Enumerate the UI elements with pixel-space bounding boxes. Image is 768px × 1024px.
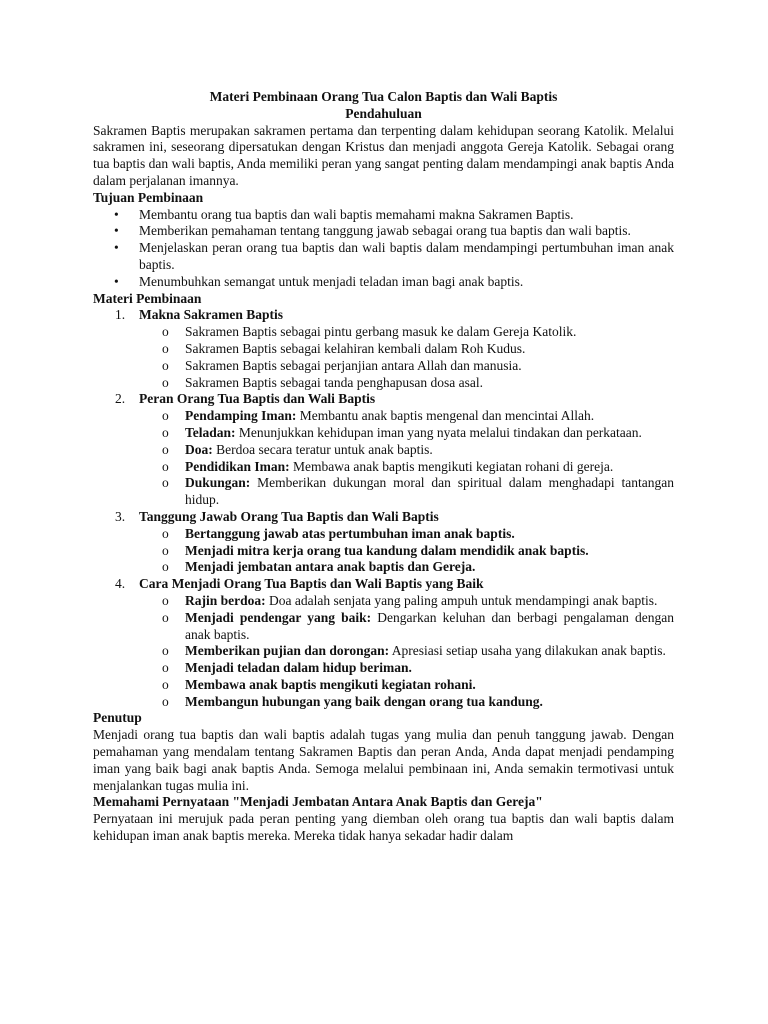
list-item — [93, 341, 674, 358]
section-title — [93, 307, 674, 324]
list-item — [93, 425, 674, 442]
intro-paragraph: Sakramen Baptis merupakan sakramen pertama dan terpenting dalam kehidupan seorang Katolik. Melalui sakramen ini, seseorang dipersatukan dengan Kristus dan menjadi anggota Gereja Katolik. Sebagai orang tua baptis dan wali baptis, Anda memiliki peran yang sangat penting dalam mendampingi anak baptis Anda dalam perjalanan imannya. — [93, 122, 674, 188]
list-item — [93, 543, 674, 560]
list-item — [93, 324, 674, 341]
item-text: Membawa anak baptis mengikuti kegiatan rohani di gereja. — [289, 458, 614, 474]
list-item — [93, 660, 674, 677]
goal-item: • Menumbuhkan semangat untuk menjadi teladan iman bagi anak baptis. — [93, 274, 674, 291]
circle-bullet-icon: o — [162, 660, 169, 676]
item-text: Sakramen Baptis sebagai pintu gerbang masuk ke dalam Gereja Katolik. — [185, 324, 577, 340]
section-number: 1. — [115, 307, 126, 323]
circle-bullet-icon: o — [162, 525, 169, 541]
section-number: 3. — [115, 508, 126, 524]
circle-bullet-icon: o — [162, 374, 169, 390]
section-number: 4. — [115, 576, 126, 592]
item-label: Menjadi teladan dalam hidup beriman. — [185, 660, 412, 676]
goals-heading: Tujuan Pembinaan — [93, 189, 204, 205]
circle-bullet-icon: o — [162, 542, 169, 558]
list-item — [93, 677, 674, 694]
item-label: Pendidikan Iman: — [185, 458, 290, 474]
goal-item: • Memberikan pemahaman tentang tanggung jawab sebagai orang tua baptis dan wali baptis. — [93, 223, 674, 240]
list-item — [93, 442, 674, 459]
circle-bullet-icon: o — [162, 592, 169, 608]
section-title-text: Tanggung Jawab Orang Tua Baptis dan Wali Baptis — [139, 508, 439, 524]
item-text: Memberikan dukungan moral dan spiritual dalam menghadapi tantangan hidup. — [185, 475, 674, 508]
section-items — [93, 593, 674, 711]
circle-bullet-icon: o — [162, 475, 169, 491]
bridge-paragraph: Pernyataan ini merujuk pada peran penting yang diemban oleh orang tua baptis dan wali baptis dalam kehidupan iman anak baptis mereka. Mereka tidak hanya sekadar hadir dalam — [93, 811, 674, 844]
closing-paragraph: Menjadi orang tua baptis dan wali baptis adalah tugas yang mulia dan penuh tanggung jawab. Dengan pemahaman yang mendalam tentang Sakramen Baptis dan peran Anda, Anda dapat menjadi pendamping iman yang baik bagi anak baptis Anda. Semoga melalui pembinaan ini, Anda semakin termotivasi untuk menjalankan tugas mulia ini. — [93, 727, 674, 793]
section-title — [93, 391, 674, 408]
circle-bullet-icon: o — [162, 424, 169, 440]
item-text: Apresiasi setiap usaha yang dilakukan anak baptis. — [389, 643, 666, 659]
list-item — [93, 526, 674, 543]
circle-bullet-icon: o — [162, 408, 169, 424]
item-label: Doa: — [185, 441, 213, 457]
item-text: Sakramen Baptis sebagai perjanjian antara Allah dan manusia. — [185, 357, 522, 373]
circle-bullet-icon: o — [162, 324, 169, 340]
item-text: Sakramen Baptis sebagai tanda penghapusan dosa asal. — [185, 374, 484, 390]
item-label: Menjadi pendengar yang baik: — [185, 609, 372, 625]
section-number: 2. — [115, 391, 126, 407]
section-title — [93, 576, 674, 593]
closing-heading: Penutup — [93, 710, 142, 726]
item-label: Rajin berdoa: — [185, 592, 266, 608]
list-item — [93, 593, 674, 610]
item-label: Dukungan: — [185, 475, 251, 491]
document-title: Materi Pembinaan Orang Tua Calon Baptis dan Wali Baptis — [209, 89, 558, 104]
item-label: Membawa anak baptis mengikuti kegiatan rohani. — [185, 676, 476, 692]
circle-bullet-icon: o — [162, 458, 169, 474]
section-items — [93, 324, 674, 391]
item-text: Menunjukkan kehidupan iman yang nyata melalui tindakan dan perkataan. — [235, 424, 642, 440]
item-text: Doa adalah senjata yang paling ampuh untuk mendampingi anak baptis. — [265, 592, 658, 608]
list-item — [93, 610, 674, 644]
circle-bullet-icon: o — [162, 676, 169, 692]
item-text: Berdoa secara teratur untuk anak baptis. — [212, 441, 433, 457]
list-item — [93, 559, 674, 576]
item-label: Bertanggung jawab atas pertumbuhan iman anak baptis. — [185, 525, 515, 541]
goal-item: • Menjelaskan peran orang tua baptis dan wali baptis dalam mendampingi pertumbuhan iman anak baptis. — [93, 240, 674, 274]
item-text: Sakramen Baptis sebagai kelahiran kembali dalam Roh Kudus. — [185, 340, 526, 356]
section-items — [93, 526, 674, 576]
circle-bullet-icon: o — [162, 340, 169, 356]
item-text: Membantu anak baptis mengenal dan mencintai Allah. — [296, 408, 595, 424]
list-item — [93, 408, 674, 425]
list-item — [93, 358, 674, 375]
goals-list — [93, 207, 674, 291]
circle-bullet-icon: o — [162, 559, 169, 575]
item-label: Teladan: — [185, 424, 236, 440]
list-item — [93, 694, 674, 711]
item-label: Menjadi jembatan antara anak baptis dan Gereja. — [185, 559, 476, 575]
section-title-text: Cara Menjadi Orang Tua Baptis dan Wali Baptis yang Baik — [139, 576, 484, 592]
section-title — [93, 509, 674, 526]
item-label: Membangun hubungan yang baik dengan orang tua kandung. — [185, 693, 543, 709]
circle-bullet-icon: o — [162, 643, 169, 659]
circle-bullet-icon: o — [162, 693, 169, 709]
materi-sections — [93, 307, 674, 710]
section-items — [93, 408, 674, 509]
section-title-text: Makna Sakramen Baptis — [139, 307, 284, 323]
item-label: Pendamping Iman: — [185, 408, 297, 424]
circle-bullet-icon: o — [162, 441, 169, 457]
list-item — [93, 459, 674, 476]
item-text: Dengarkan keluhan dan berbagi pengalaman dengan anak baptis. — [185, 609, 674, 642]
list-item — [93, 375, 674, 392]
circle-bullet-icon: o — [162, 609, 169, 625]
list-item — [93, 475, 674, 509]
intro-heading: Pendahuluan — [345, 105, 422, 121]
item-label: Menjadi mitra kerja orang tua kandung dalam mendidik anak baptis. — [185, 542, 589, 558]
goal-item: • Membantu orang tua baptis dan wali baptis memahami makna Sakramen Baptis. — [93, 207, 674, 224]
item-label: Memberikan pujian dan dorongan: — [185, 643, 390, 659]
circle-bullet-icon: o — [162, 357, 169, 373]
list-item — [93, 643, 674, 660]
bridge-heading: Memahami Pernyataan "Menjadi Jembatan Antara Anak Baptis dan Gereja" — [93, 794, 543, 810]
section-title-text: Peran Orang Tua Baptis dan Wali Baptis — [139, 391, 376, 407]
materi-heading: Materi Pembinaan — [93, 290, 202, 306]
document-page — [93, 89, 674, 845]
